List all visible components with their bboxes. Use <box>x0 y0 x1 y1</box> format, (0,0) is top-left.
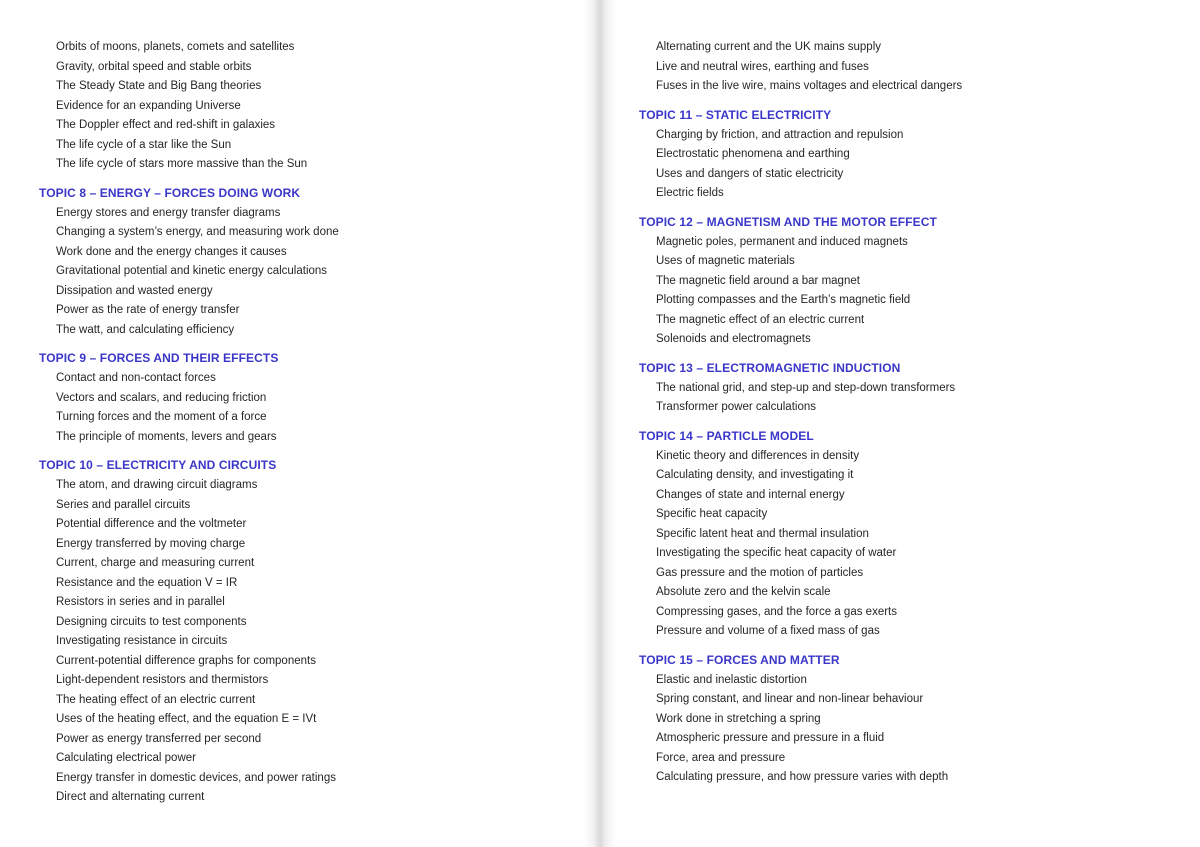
topic-item: Current, charge and measuring current <box>56 557 255 569</box>
topic-item: Transformer power calculations <box>656 401 816 413</box>
topic-heading: TOPIC 10 – ELECTRICITY AND CIRCUITS <box>39 458 277 472</box>
topic-item: Charging by friction, and attraction and repulsion <box>656 128 904 141</box>
topic-item: Calculating pressure, and how pressure varies with depth <box>656 771 949 783</box>
topic-heading: TOPIC 9 – FORCES AND THEIR EFFECTS <box>39 351 279 365</box>
topic-section <box>39 348 339 447</box>
topic-item: Force, area and pressure <box>656 751 786 764</box>
topic-item: The magnetic effect of an electric current <box>656 313 865 326</box>
topic-item-list <box>639 379 962 418</box>
topic-item: The Steady State and Big Bang theories <box>56 80 262 92</box>
topic-item: The national grid, and step-up and step-down transformers <box>656 381 956 394</box>
topic-item: Changes of state and internal energy <box>656 488 845 501</box>
topic-item: Kinetic theory and differences in density <box>656 449 860 462</box>
topic-item: Work done and the energy changes it causes <box>56 245 287 258</box>
topic-item: Pressure and volume of a fixed mass of gas <box>656 625 880 637</box>
topic-item: Fuses in the live wire, mains voltages and electrical dangers <box>656 80 963 92</box>
topic-item: The atom, and drawing circuit diagrams <box>56 479 258 491</box>
topic-item-list <box>639 233 962 350</box>
topic-section <box>639 105 962 204</box>
topic-section <box>639 358 962 418</box>
topic-item-list <box>39 369 339 447</box>
topic-item: Elastic and inelastic distortion <box>656 673 807 686</box>
left-page <box>0 0 596 847</box>
topic-item: The magnetic field around a bar magnet <box>656 274 860 287</box>
topic-item: Electrostatic phenomena and earthing <box>656 148 850 160</box>
topic-item: The life cycle of stars more massive than the Sun <box>56 158 308 170</box>
topic-section <box>639 212 962 350</box>
topic-item: Contact and non-contact forces <box>56 372 216 384</box>
topic-item: Turning forces and the moment of a force <box>56 411 267 423</box>
book-spine <box>584 0 616 847</box>
topic-item-list <box>39 204 339 341</box>
topic-item: Evidence for an expanding Universe <box>56 99 241 112</box>
topic-item: Changing a system’s energy, and measuring work done <box>56 226 339 238</box>
topic-item: Orbits of moons, planets, comets and satellites <box>56 41 295 53</box>
topic-item: The life cycle of a star like the Sun <box>56 138 232 151</box>
topic-item: Compressing gases, and the force a gas exerts <box>656 605 897 618</box>
topic-item: Solenoids and electromagnets <box>656 333 811 345</box>
topic-heading: TOPIC 8 – ENERGY – FORCES DOING WORK <box>39 185 301 200</box>
topic-item: Resistance and the equation V = IR <box>56 576 238 589</box>
topic-section <box>639 426 962 642</box>
topic-item: Direct and alternating current <box>56 791 205 803</box>
topic-item: Uses of magnetic materials <box>656 255 795 267</box>
topic-item: Designing circuits to test components <box>56 615 247 628</box>
topic-item: Plotting compasses and the Earth’s magnetic field <box>656 294 911 306</box>
topic-item: Current-potential difference graphs for components <box>56 654 316 667</box>
topic-section <box>39 455 339 808</box>
topic-item: The principle of moments, levers and gears <box>56 430 277 443</box>
topic-item: Energy transferred by moving charge <box>56 537 246 550</box>
topic-item: Atmospheric pressure and pressure in a fluid <box>656 732 885 744</box>
topic-item: Absolute zero and the kelvin scale <box>656 586 831 598</box>
topic-item: Specific latent heat and thermal insulation <box>656 527 869 540</box>
topic-item: Gravitational potential and kinetic energy calculations <box>56 265 328 277</box>
topic-item: Live and neutral wires, earthing and fuses <box>656 60 869 73</box>
topic-item: Alternating current and the UK mains supply <box>656 41 882 53</box>
topic-heading: TOPIC 15 – FORCES AND MATTER <box>639 652 840 667</box>
continued-section <box>39 38 339 175</box>
topic-heading: TOPIC 14 – PARTICLE MODEL <box>639 428 814 443</box>
topic-item: Dissipation and wasted energy <box>56 284 213 297</box>
topic-item: Power as the rate of energy transfer <box>56 304 240 316</box>
right-page <box>604 0 1200 847</box>
left-contents-column <box>39 38 339 816</box>
topic-section <box>639 650 962 788</box>
topic-heading: TOPIC 11 – STATIC ELECTRICITY <box>639 107 832 122</box>
topic-item: Investigating resistance in circuits <box>56 635 228 647</box>
topic-item: Gravity, orbital speed and stable orbits <box>56 60 252 73</box>
topic-item-list <box>639 671 962 788</box>
topic-item: Spring constant, and linear and non-linear behaviour <box>656 693 924 705</box>
topic-item: Work done in stretching a spring <box>656 712 821 725</box>
topic-item: Electric fields <box>656 187 724 199</box>
topic-item: Vectors and scalars, and reducing friction <box>56 391 267 404</box>
continued-section <box>639 38 962 97</box>
topic-item: Series and parallel circuits <box>56 498 191 511</box>
right-contents-column <box>639 38 962 796</box>
topic-item: Specific heat capacity <box>656 508 768 520</box>
topic-heading: TOPIC 13 – ELECTROMAGNETIC INDUCTION <box>639 360 901 375</box>
topic-item: The Doppler effect and red-shift in galaxies <box>56 119 276 131</box>
topic-heading: TOPIC 12 – MAGNETISM AND THE MOTOR EFFECT <box>639 214 937 229</box>
topic-item-list <box>39 476 339 808</box>
topic-item: Potential difference and the voltmeter <box>56 518 247 530</box>
topic-item: Power as energy transferred per second <box>56 732 262 745</box>
topic-item: The heating effect of an electric current <box>56 693 256 706</box>
topic-item: Gas pressure and the motion of particles <box>656 566 864 579</box>
topic-item-list <box>639 126 962 204</box>
topic-item: Energy transfer in domestic devices, and power ratings <box>56 771 336 784</box>
topic-item: Energy stores and energy transfer diagrams <box>56 206 281 219</box>
topic-item: Resistors in series and in parallel <box>56 596 225 608</box>
topic-item: Calculating density, and investigating it <box>656 469 854 481</box>
topic-item: Uses and dangers of static electricity <box>656 167 844 180</box>
topic-section <box>39 183 339 341</box>
topic-item-list <box>639 447 962 642</box>
topic-item: The watt, and calculating efficiency <box>56 323 235 336</box>
topic-item: Light-dependent resistors and thermistors <box>56 674 269 686</box>
topic-item-list <box>639 38 962 97</box>
topic-item-list <box>39 38 339 175</box>
topic-item: Investigating the specific heat capacity of water <box>656 547 897 559</box>
topic-item: Calculating electrical power <box>56 752 196 764</box>
topic-item: Uses of the heating effect, and the equation E = IVt <box>56 713 317 725</box>
topic-item: Magnetic poles, permanent and induced magnets <box>656 235 908 248</box>
